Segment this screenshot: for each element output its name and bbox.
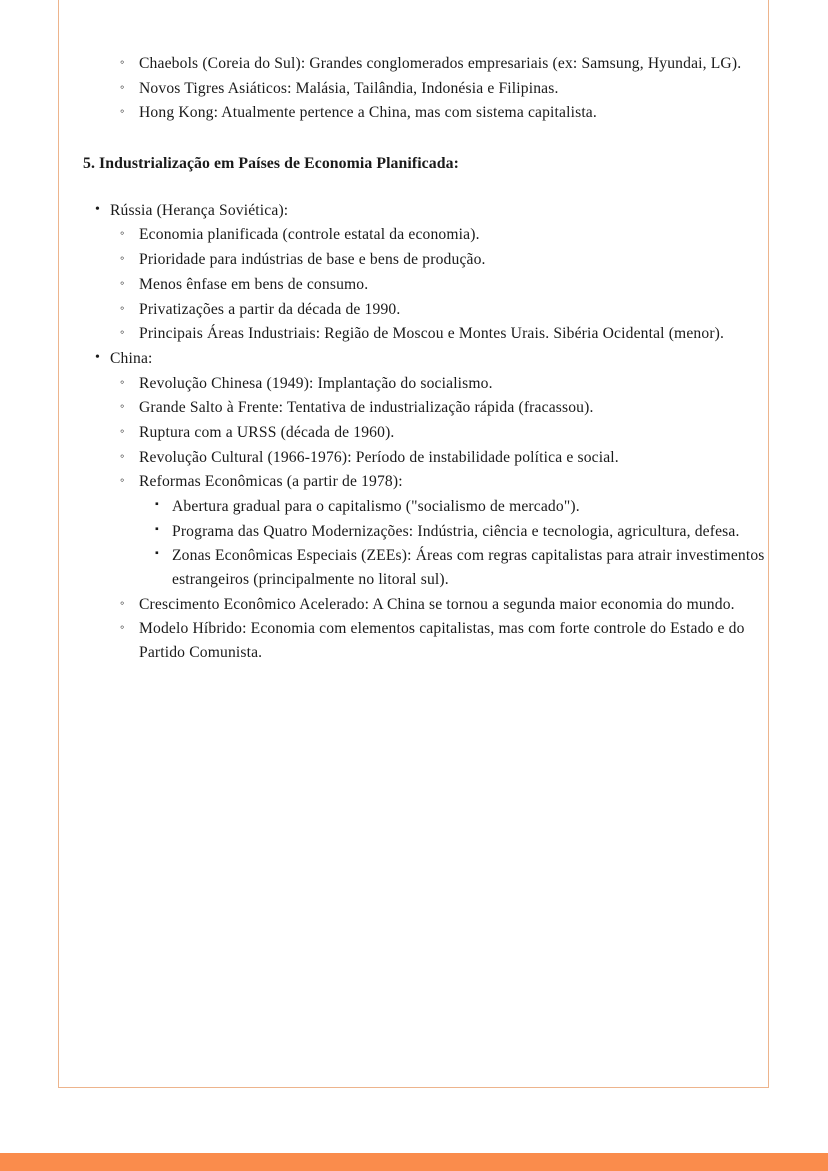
russia-label: Rússia (Herança Soviética): [110, 201, 289, 219]
circle-bullet-icon: ◦ [120, 473, 125, 488]
china-sub-list-part2 [0, 593, 828, 665]
list-item [0, 347, 828, 371]
list-item-text: Zonas Econômicas Especiais (ZEEs): Áreas com regras capitalistas para atrair investimentos estrangeiros (principalmente no litoral sul). [172, 547, 765, 589]
list-item [0, 77, 828, 101]
square-bullet-icon: ▪ [155, 523, 159, 535]
circle-bullet-icon: ◦ [120, 448, 125, 463]
reforms-label: Reformas Econômicas (a partir de 1978): [139, 473, 403, 491]
circle-bullet-icon: ◦ [120, 55, 125, 69]
list-item-text: Modelo Híbrido: Economia com elementos capitalistas, mas com forte controle do Estado e do Partido Comunista. [139, 620, 745, 662]
list-item-text: Revolução Cultural (1966-1976): Período de instabilidade política e social. [139, 448, 619, 466]
circle-bullet-icon: ◦ [120, 325, 125, 340]
list-item [0, 223, 828, 247]
list-item [0, 372, 828, 396]
list-item [0, 446, 828, 470]
circle-bullet-icon: ◦ [120, 399, 125, 414]
circle-bullet-icon: ◦ [120, 226, 125, 241]
circle-bullet-icon: ◦ [120, 423, 125, 438]
list-item-text: Revolução Chinesa (1949): Implantação do socialismo. [139, 374, 493, 392]
list-item [0, 495, 828, 519]
list-item-text: Abertura gradual para o capitalismo ("socialismo de mercado"). [172, 498, 580, 515]
list-item-text: Economia planificada (controle estatal da economia). [139, 226, 480, 244]
list-item-text: Prioridade para indústrias de base e bens de produção. [139, 251, 486, 269]
circle-bullet-icon: ◦ [120, 79, 125, 94]
list-item-text: Novos Tigres Asiáticos: Malásia, Tailândia, Indonésia e Filipinas. [139, 79, 559, 97]
list-item [0, 470, 828, 494]
list-item [0, 322, 828, 346]
spacer [0, 126, 828, 152]
list-item [0, 101, 828, 125]
list-item-text: Principais Áreas Industriais: Região de Moscou e Montes Urais. Sibéria Ocidental (menor). [139, 325, 725, 343]
list-item [0, 396, 828, 420]
list-item [0, 273, 828, 297]
list-item [0, 544, 828, 591]
list-item-text: Menos ênfase em bens de consumo. [139, 275, 369, 293]
list-item [0, 520, 828, 544]
section-heading: 5. Industrialização em Países de Economia Planificada: [83, 155, 459, 173]
circle-bullet-icon: ◦ [120, 104, 125, 119]
disc-bullet-icon: • [95, 201, 101, 217]
list-item-text: Hong Kong: Atualmente pertence a China, mas com sistema capitalista. [139, 104, 597, 122]
list-item-text: Chaebols (Coreia do Sul): Grandes conglomerados empresariais (ex: Samsung, Hyundai, LG). [139, 55, 742, 72]
circle-bullet-icon: ◦ [120, 300, 125, 315]
china-reforms-list [0, 495, 828, 592]
disc-bullet-icon: • [95, 349, 101, 365]
list-item-text: Privatizações a partir da década de 1990. [139, 300, 401, 318]
list-item [0, 298, 828, 322]
spacer [0, 176, 828, 199]
list-item-text: Ruptura com a URSS (década de 1960). [139, 423, 395, 441]
list-item [0, 199, 828, 223]
list-item-text: Crescimento Econômico Acelerado: A China se tornou a segunda maior economia do mundo. [139, 595, 735, 613]
china-topic-list [0, 347, 828, 371]
square-bullet-icon: ▪ [155, 548, 159, 560]
asian-tigers-list [0, 52, 828, 125]
russia-sub-list [0, 223, 828, 345]
circle-bullet-icon: ◦ [120, 620, 125, 635]
circle-bullet-icon: ◦ [120, 374, 125, 389]
circle-bullet-icon: ◦ [120, 275, 125, 290]
square-bullet-icon: ▪ [155, 499, 159, 510]
list-item [0, 617, 828, 664]
china-sub-list-part1 [0, 372, 828, 494]
circle-bullet-icon: ◦ [120, 251, 125, 266]
list-item [0, 248, 828, 272]
list-item-text: Programa das Quatro Modernizações: Indústria, ciência e tecnologia, agricultura, defesa. [172, 522, 740, 540]
list-item [0, 421, 828, 445]
circle-bullet-icon: ◦ [120, 595, 125, 610]
list-item-text: Grande Salto à Frente: Tentativa de industrialização rápida (fracassou). [139, 399, 594, 417]
list-item [0, 593, 828, 617]
china-label: China: [110, 349, 153, 367]
list-item [0, 52, 828, 76]
russia-topic-list [0, 199, 828, 223]
page-footer-bar [0, 1153, 828, 1171]
